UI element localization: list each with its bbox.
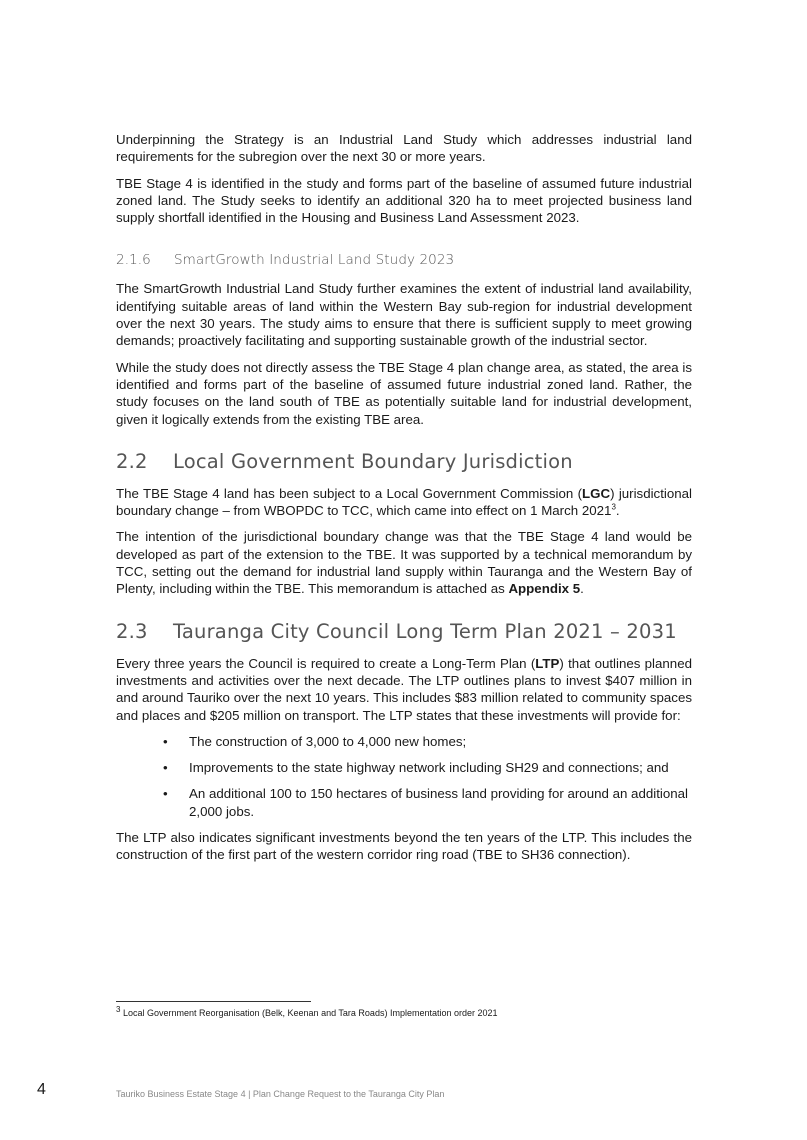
heading-2-2	[116, 450, 692, 473]
footnote-divider	[116, 1001, 311, 1002]
section-23-paragraph-1: Every three years the Council is required to create a Long-Term Plan (LTP) that outlines planned investments and activities over the next decade. The LTP outlines plans to invest $407 million in and around Tauriko over the next 10 years. This includes $83 million related to community spaces and places and $205 million on transport. The LTP states that these investments will provide for:	[116, 655, 692, 723]
footnote-ref: 3	[611, 502, 616, 512]
bullet-icon: •	[163, 760, 168, 776]
heading-2-3	[116, 620, 692, 643]
footnote-marker: 3	[116, 1005, 121, 1014]
heading-title: SmartGrowth Industrial Land Study 2023	[174, 252, 455, 269]
heading-title: Tauranga City Council Long Term Plan 2021 – 2031	[173, 619, 677, 643]
section-216-paragraph-2: While the study does not directly assess the TBE Stage 4 plan change area, as stated, the area is identified and forms part of the baseline of assumed future industrial zoned land. Rather, the study focuses on the land south of TBE as potentially suitable land for industrial development, given it logically extends from the existing TBE area.	[116, 359, 692, 427]
bullet-icon: •	[163, 733, 168, 749]
heading-2-1-6	[116, 252, 692, 268]
appendix-ref: Appendix 5	[508, 581, 581, 597]
list-item: • Improvements to the state highway network including SH29 and connections; and	[163, 760, 669, 776]
section-22-paragraph-1: The TBE Stage 4 land has been subject to a Local Government Commission (LGC) jurisdictional boundary change – from WBOPDC to TCC, which came into effect on 1 March 2021$^3$.	[116, 485, 692, 519]
intro-paragraph-2: TBE Stage 4 is identified in the study and forms part of the baseline of assumed future industrial zoned land. The Study seeks to identify an additional 320 ha to meet projected business land supply shortfall identified in the Housing and Business Land Assessment 2023.	[116, 175, 692, 226]
list-item: • An additional 100 to 150 hectares of business land providing for around an additional 2,000 jobs.	[163, 786, 688, 819]
ltp-abbrev: LTP	[535, 655, 560, 671]
bullet-icon: •	[163, 786, 168, 802]
lgc-abbrev: LGC	[582, 485, 611, 501]
page-number: 4	[37, 1081, 46, 1098]
page-content	[116, 131, 692, 873]
heading-number: 2.3	[116, 619, 148, 643]
page-footer: Tauriko Business Estate Stage 4 | Plan Change Request to the Tauranga City Plan	[116, 1089, 445, 1099]
intro-paragraph-1: Underpinning the Strategy is an Industrial Land Study which addresses industrial land requirements for the subregion over the next 30 or more years.	[116, 132, 692, 165]
section-22-paragraph-2: The intention of the jurisdictional boundary change was that the TBE Stage 4 land would be developed as part of the extension to the TBE. It was supported by a technical memorandum by TCC, setting out the demand for industrial land supply within Tauranga and the Western Bay of Plenty, including within the TBE. This memorandum is attached as Appendix 5.	[116, 529, 692, 597]
heading-number: 2.2	[116, 449, 148, 473]
list-item: • The construction of 3,000 to 4,000 new homes;	[163, 733, 467, 749]
section-216-paragraph-1: The SmartGrowth Industrial Land Study further examines the extent of industrial land availability, identifying suitable areas of land within the Western Bay sub-region for industrial development over the next 30 years. The study aims to ensure that there is sufficient supply to meet growing demands; proactively facilitating and supporting sustainable growth of the industrial sector.	[116, 281, 692, 349]
heading-title: Local Government Boundary Jurisdiction	[173, 449, 573, 473]
heading-number: 2.1.6	[116, 252, 151, 269]
footnote: $^3$ Local Government Reorganisation (Belk, Keenan and Tara Roads) Implementation order 2021	[116, 1005, 498, 1018]
ltp-bullet-list	[116, 733, 692, 820]
section-23-paragraph-2: The LTP also indicates significant investments beyond the ten years of the LTP. This includes the construction of the first part of the western corridor ring road (TBE to SH36 connection).	[116, 830, 692, 863]
